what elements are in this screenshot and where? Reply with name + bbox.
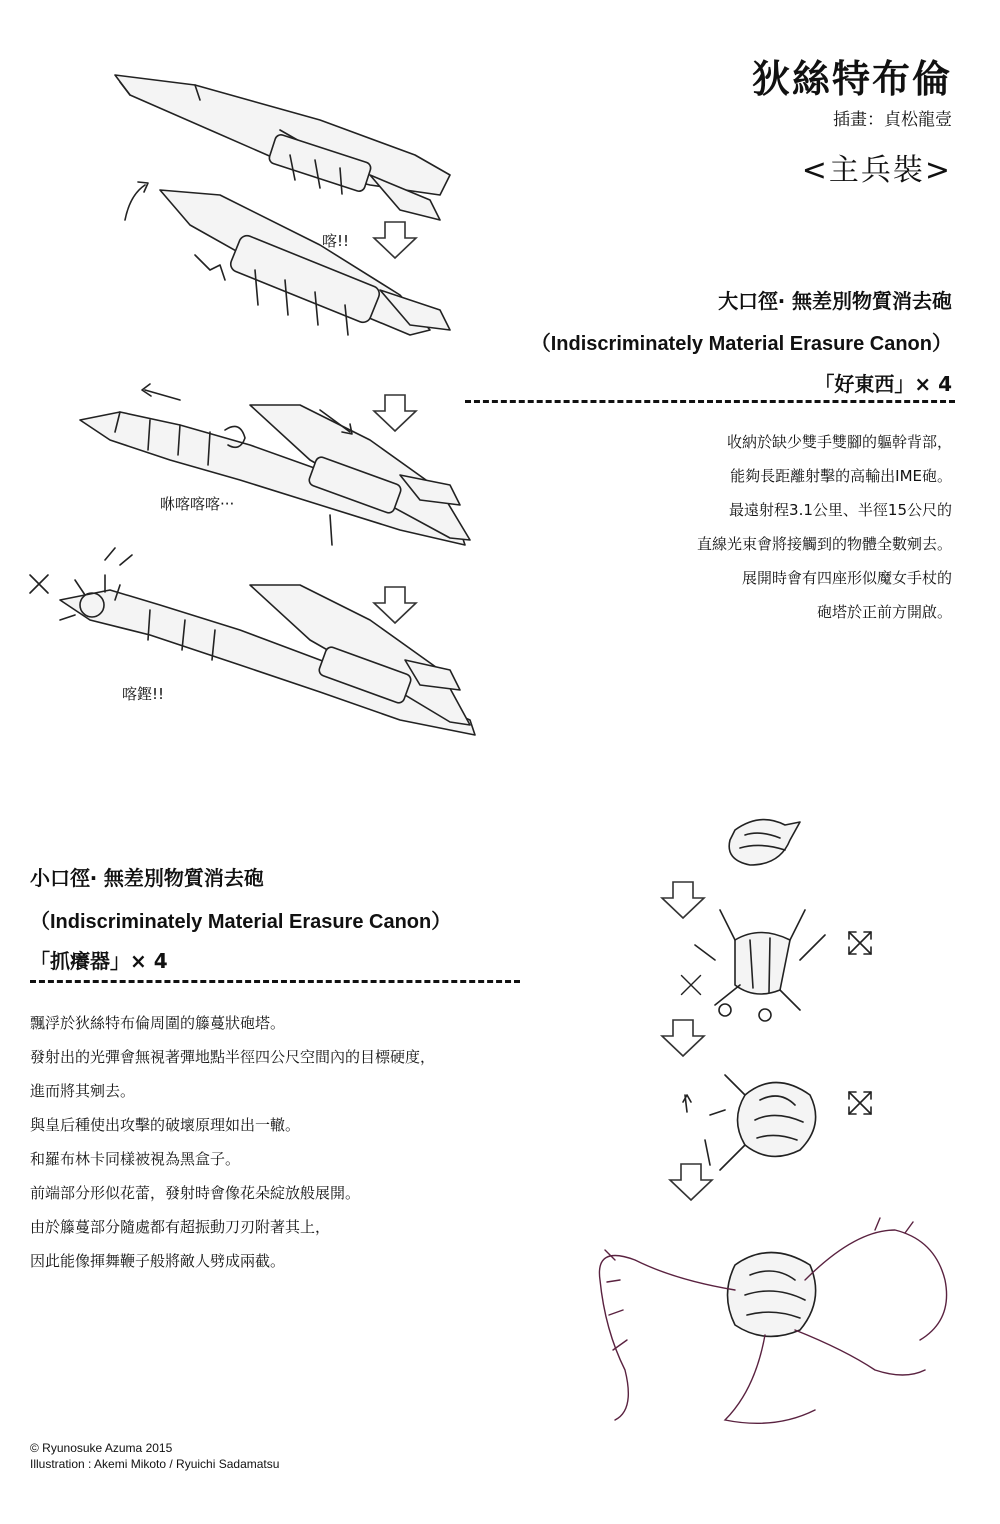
cannon-stage-1: [115, 75, 450, 220]
small-cannon-heading: 小口徑‧ 無差別物質消去砲: [30, 866, 264, 890]
copyright: © Ryunosuke Azuma 2015: [30, 1441, 173, 1455]
small-cannon-description: [30, 1006, 435, 1278]
description-line: 最遠射程3.1公里、半徑15公尺的: [729, 501, 952, 519]
description-line: 和羅布林卡同樣被視為黑盒子。: [30, 1150, 241, 1168]
down-arrow-icon: [668, 1162, 714, 1202]
down-arrow-icon: [660, 1018, 706, 1058]
description-line: 展開時會有四座形似魔女手杖的: [741, 569, 952, 587]
sound-effect: 咻喀喀喀‧‧‧: [160, 495, 235, 513]
description-line: 進而將其剜去。: [30, 1082, 136, 1100]
large-cannon-sketches: [20, 60, 490, 780]
down-arrow-icon: [660, 880, 706, 920]
large-cannon-description: [697, 425, 952, 629]
down-arrow-icon: [372, 393, 418, 433]
description-line: 砲塔於正前方開啟。: [816, 603, 952, 621]
bud-stage-4: [599, 1218, 946, 1423]
divider: [30, 980, 520, 983]
section-tag: <主兵裝>: [801, 153, 952, 188]
bud-stage-1: [729, 820, 800, 865]
description-line: 前端部分形似花蕾，發射時會像花朵綻放般展開。: [30, 1184, 361, 1202]
large-cannon-heading: 大口徑‧ 無差別物質消去砲: [718, 289, 952, 313]
page-title: 狄絲特布倫: [751, 57, 952, 101]
divider: [465, 400, 955, 403]
expand-diagonal-icon: [678, 972, 704, 998]
expand-diagonal-icon: [845, 1088, 875, 1118]
down-arrow-icon: [372, 220, 418, 260]
small-cannon-quantity: 「抓癢器」× 4: [30, 949, 168, 973]
small-cannon-subtitle: （Indiscriminately Material Erasure Canon）: [30, 911, 452, 933]
illustration-credit: Illustration : Akemi Mikoto / Ryuichi Sadamatsu: [30, 1457, 280, 1471]
down-arrow-icon: [372, 585, 418, 625]
description-line: 由於籐蔓部分隨處都有超振動刀刃附著其上，: [30, 1218, 331, 1236]
large-cannon-subtitle: （Indiscriminately Material Erasure Canon）: [530, 333, 952, 355]
expand-diagonal-icon: [30, 575, 48, 593]
small-cannon-sketches: [575, 810, 975, 1450]
description-line: 發射出的光彈會無視著彈地點半徑四公尺空間內的目標硬度，: [30, 1048, 436, 1066]
bud-stage-2: [695, 910, 825, 1021]
sound-effect: 喀鏗!!: [122, 685, 165, 703]
sound-effect: 喀!!: [322, 232, 350, 250]
large-cannon-quantity: 「好東西」× 4: [814, 372, 952, 396]
bud-stage-3: [683, 1075, 816, 1170]
description-line: 能夠長距離射擊的高輸出IME砲。: [730, 467, 952, 485]
cannon-stage-4: [60, 548, 475, 735]
description-line: 收納於缺少雙手雙腳的軀幹背部，: [726, 433, 952, 451]
description-line: 飄浮於狄絲特布倫周圍的籐蔓狀砲塔。: [30, 1014, 286, 1032]
description-line: 因此能像揮舞鞭子般將敵人劈成兩截。: [30, 1252, 286, 1270]
illustrator-credit: 插畫：貞松龍壹: [833, 110, 952, 130]
footer: [30, 1440, 279, 1472]
description-line: 直線光束會將接觸到的物體全數剜去。: [696, 535, 952, 553]
expand-diagonal-icon: [845, 928, 875, 958]
description-line: 與皇后種使出攻擊的破壞原理如出一轍。: [30, 1116, 301, 1134]
